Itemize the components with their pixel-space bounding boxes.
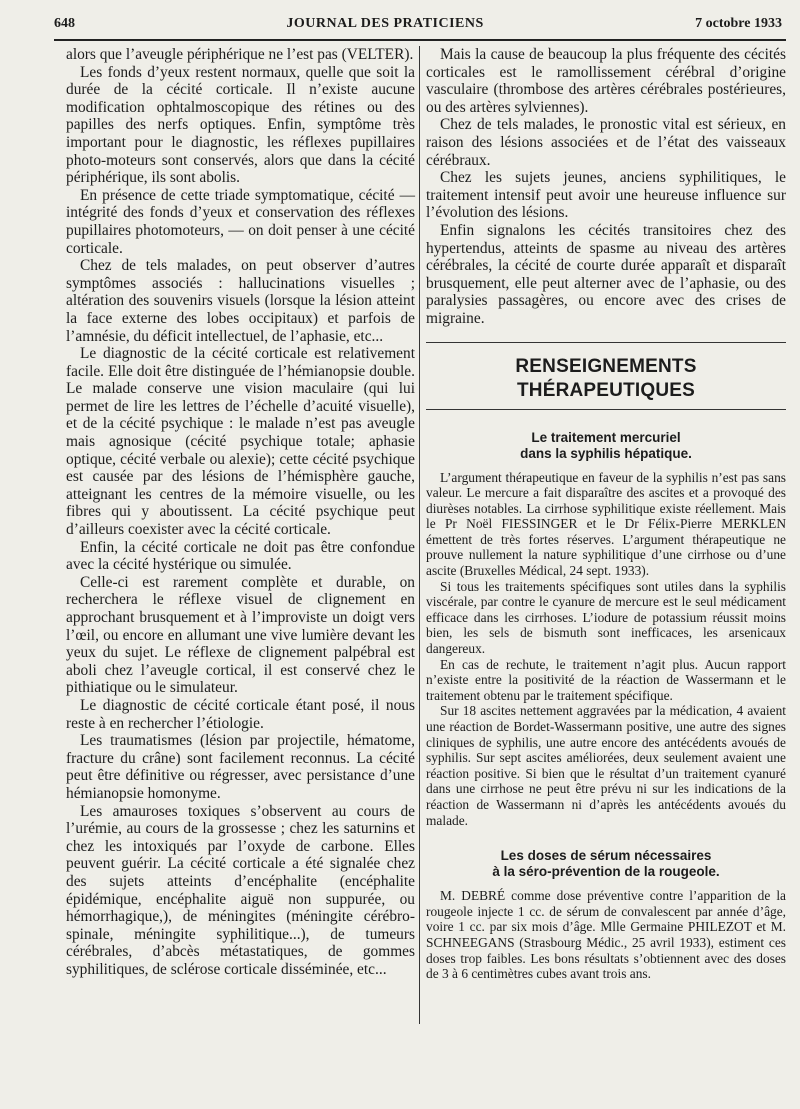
section-title: RENSEIGNEMENTS THÉRAPEUTIQUES xyxy=(426,342,786,410)
paragraph: alors que l’aveugle périphérique ne l’est pas (VELTER). xyxy=(66,46,414,63)
article-body xyxy=(426,470,786,829)
right-column xyxy=(426,46,786,982)
paragraph: Enfin signalons les cécités transitoires chez des hypertendus, atteints de spasme au niveau des artères cérébrales, la cécité de courte durée apparaît et disparaît brusquement, elle peut alterner avec de l’aphasie, ou des paralysies passagères, ou encore avec des crises de migraine. xyxy=(426,221,786,327)
page-number: 648 xyxy=(54,16,75,31)
article-body xyxy=(426,888,786,982)
page-header xyxy=(54,16,782,40)
paragraph: Le diagnostic de la cécité corticale est relativement facile. Elle doit être distinguée de l’hémianopsie double. Le malade conserve une vision maculaire (qui lui permet de lire les lettres de l’échelle d’acuité visuelle), et de la cécité psychique : le malade n’est pas aveugle mais agnosique (cécité psychique totale; aphasie optique, cécité verbale ou alexie); cette cécité psychique est causée par des lésions de l’hémisphère gauche, atteignant les centres de la mémoire visuelle, ou les fibres qui y aboutissent. La cécité psychique peut d’ailleurs coexister avec la cécité corticale. xyxy=(66,345,415,539)
header-rule xyxy=(54,39,786,41)
issue-date: 7 octobre 1933 xyxy=(695,16,782,31)
paragraph: En présence de cette triade symptomatique, cécité — intégrité des fonds d’yeux et conservation des réflexes pupillaires photomoteurs, — on doit penser à une cécité corticale. xyxy=(66,186,415,257)
article-title-line: à la séro-prévention de la rougeole. xyxy=(492,864,720,880)
paragraph: Les fonds d’yeux restent normaux, quelle que soit la durée de la cécité corticale. Il n’existe aucune modification ophtalmoscopique des rétines ou des papilles des nerfs optiques. Enfin, symptôme très important pour le diagnostic, les réflexes pupillaires photo-moteurs sont conservés, alors que dans la cécité périphérique, ils sont abolis. xyxy=(66,63,415,187)
article-title xyxy=(426,430,786,462)
left-column xyxy=(66,46,415,978)
column-divider xyxy=(419,46,420,1024)
paragraph: Si tous les traitements spécifiques sont utiles dans la syphilis viscérale, par contre le cyanure de mercure est le seul médicament efficace dans les cirrhoses. L’iodure de potassium réussit moins bien, les sels de bismuth sont inefficaces, les arsenicaux dangereux. xyxy=(426,578,786,657)
paragraph: Chez les sujets jeunes, anciens syphilitiques, le traitement intensif peut avoir une heureuse influence sur l’évolution des lésions. xyxy=(426,169,786,222)
journal-title: JOURNAL DES PRATICIENS xyxy=(286,16,484,31)
article-title xyxy=(426,848,786,880)
paragraph: Mais la cause de beaucoup la plus fréquente des cécités corticales est le ramollissement cérébral d’origine vasculaire (thrombose des artères cérébrales postérieures, ou des artères sylviennes). xyxy=(426,46,786,116)
paragraph: Enfin, la cécité corticale ne doit pas être confondue avec la cécité hystérique ou simulée. xyxy=(66,538,415,574)
article-title-line: Le traitement mercuriel xyxy=(531,429,681,445)
paragraph: M. DEBRÉ comme dose préventive contre l’apparition de la rougeole injecte 1 cc. de sérum de convalescent par année d’âge, voire 1 cc. par six mois d’âge. Mlle Germaine PHILEZOT et M. SCHNEEGANS (Strasbourg Médic., 25 avril 1933), estiment ces doses trop faibles. Les bons résultats s’obtiennent avec des doses de 3 à 6 centimètres cubes avant trois ans. xyxy=(426,888,786,982)
article-title-line: dans la syphilis hépatique. xyxy=(520,445,692,461)
paragraph: Les amauroses toxiques s’observent au cours de l’urémie, au cours de la grossesse ; chez les saturnins et chez les intoxiqués par l’oxyde de carbone. Elles peuvent guérir. La cécité corticale a été signalée chez des sujets atteints d’encéphalite (encéphalite épidémique, encéphalite aiguë non suppurée, ou hémorrhagique,), de méningites (méningite cérébro-spinale, méningite syphilitique...), de tumeurs cérébrales, d’abcès métastatiques, de gommes syphilitiques, de sclérose corticale disséminée, etc... xyxy=(66,802,415,978)
paragraph: Les traumatismes (lésion par projectile, hématome, fracture du crâne) sont facilement reconnus. La cécité peut être définitive ou régresser, avec persistance d’une hémianopsie homonyme. xyxy=(66,732,415,802)
article-title-line: Les doses de sérum nécessaires xyxy=(500,848,712,864)
paragraph: L’argument thérapeutique en faveur de la syphilis n’est pas sans valeur. Le mercure a fait disparaître des ascites et a provoqué des diurèses notables. La cirrhose syphilitique existe réellement. Mais le Pr Noël FIESSINGER et le Dr Félix-Pierre MERKLEN émettent de très fortes réserves. L’argument thérapeutique ne prouve nullement la nature syphilitique d’une cirrhose ou d’une ascite (Bruxelles Médical, 24 sept. 1933). xyxy=(426,469,786,579)
paragraph: Sur 18 ascites nettement aggravées par la médication, 4 avaient une réaction de Bordet-Wassermann positive, une autre des signes cliniques de syphilis, une autre encore des antécédents avoués de syphilis. Sur sept ascites améliorées, deux seulement avaient une réaction positive. Si bien que le résultat d’un traitement cyanuré dans une cirrhose ne peut être prévu ni sur les indications de la réaction de Wassermann ni d’après les antécédents avoués du malade. xyxy=(426,703,786,828)
paragraph: Chez de tels malades, le pronostic vital est sérieux, en raison des lésions associées et de l’état des vaisseaux cérébraux. xyxy=(426,116,786,169)
paragraph: En cas de rechute, le traitement n’agit plus. Aucun rapport n’existe entre la positivité de la réaction de Wassermann et le traitement obtenu par le traitement spécifique. xyxy=(426,656,786,703)
paragraph: Le diagnostic de cécité corticale étant posé, il nous reste à en rechercher l’étiologie. xyxy=(66,696,415,732)
paragraph: Chez de tels malades, on peut observer d’autres symptômes associés : hallucinations visuelles ; altération des souvenirs visuels (lorsque la lésion atteint la face externe des lobes occipitaux) et parfois de l’amnésie, du déficit intellectuel, de l’aphasie, etc... xyxy=(66,257,415,345)
paragraph: Celle-ci est rarement complète et durable, on recherchera le réflexe visuel de clignement en approchant brusquement et à l’improviste un doigt vers l’œil, ou encore en allumant une vive lumière devant les yeux du sujet. Le réflexe de clignement palpébral est aboli chez l’aveugle cortical, il est conservé chez le pithiatique ou le simulateur. xyxy=(66,573,415,697)
